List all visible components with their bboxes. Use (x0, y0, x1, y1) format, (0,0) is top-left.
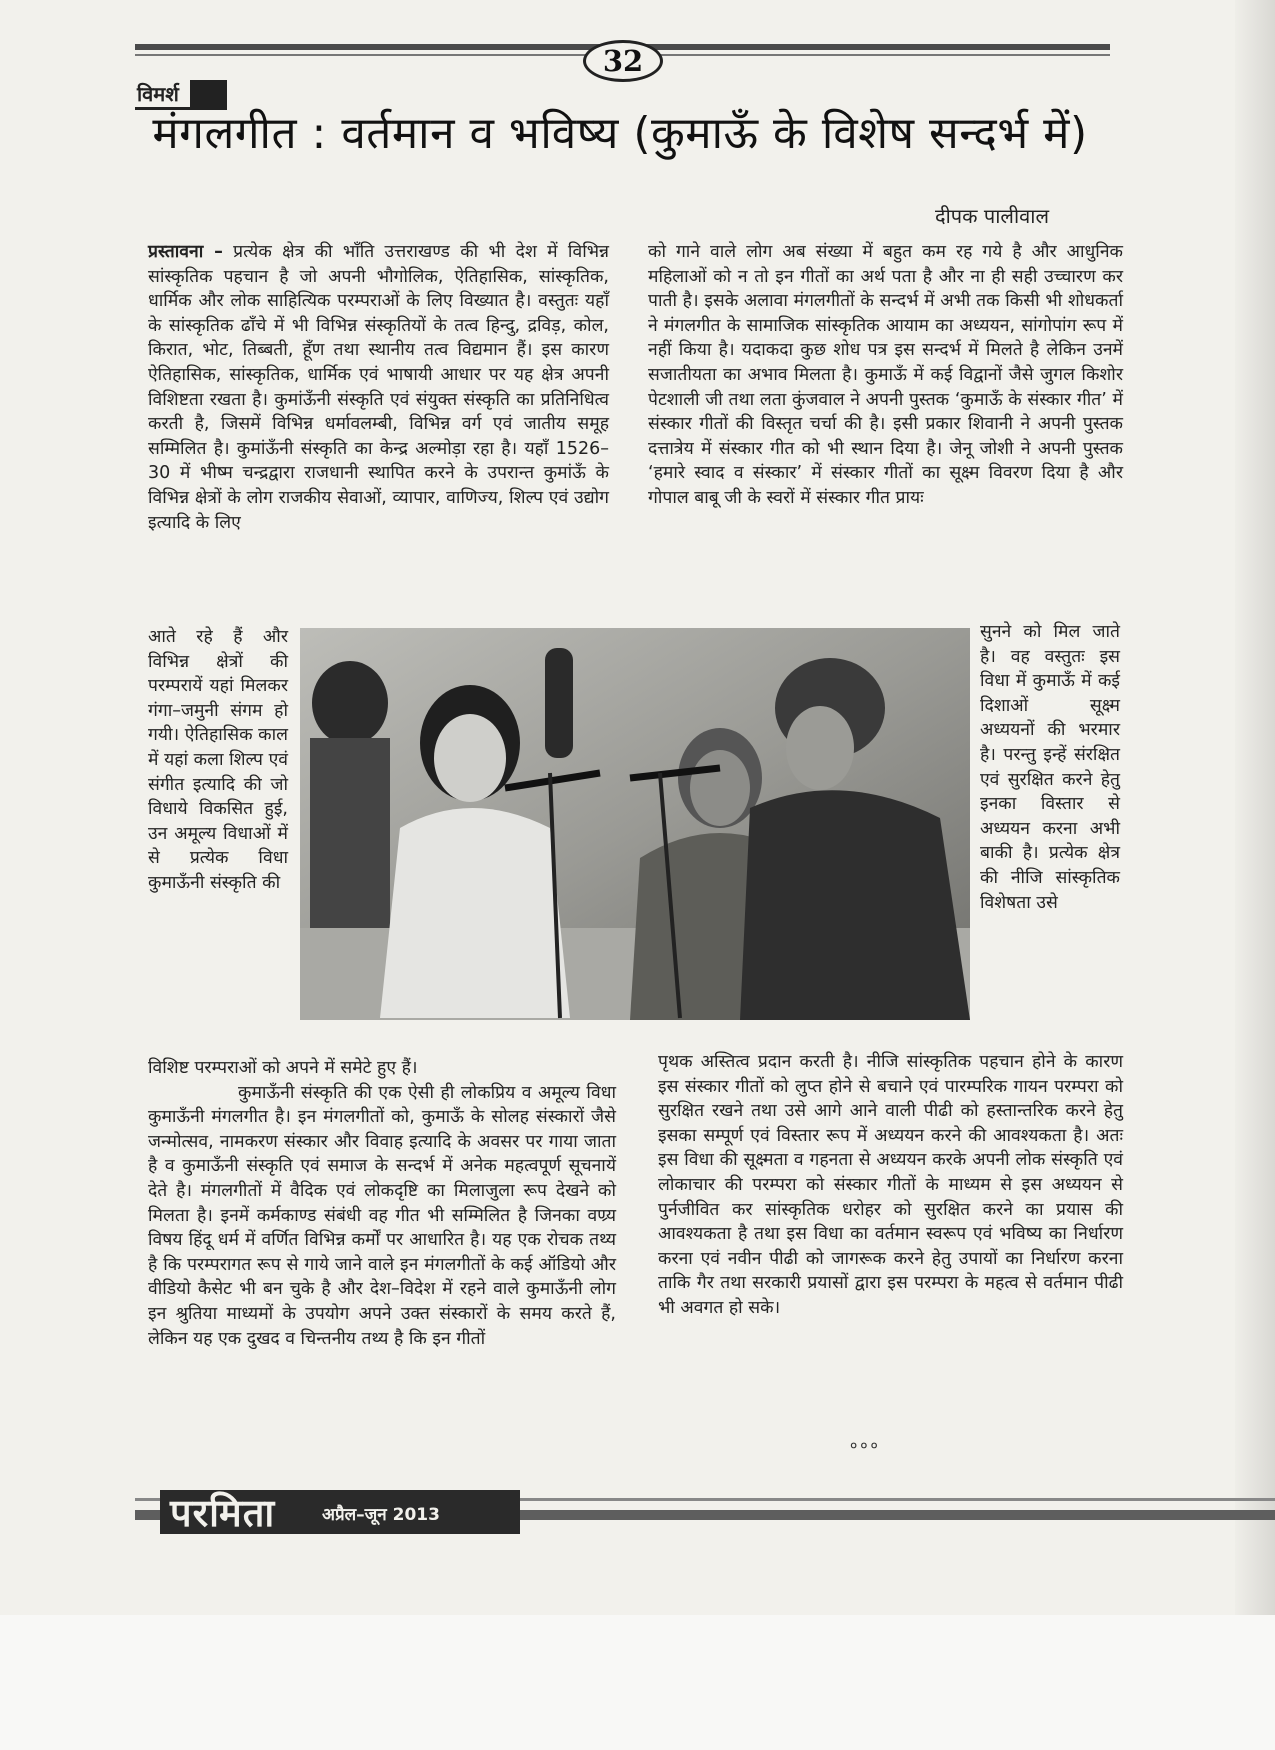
photo-women-singing (300, 628, 970, 1020)
article-end-mark: ००० (850, 1438, 881, 1454)
left-wrap-paragraph: आते रहे हैं और विभिन्न क्षेत्रों की परम्परायें यहां मिलकर गंगा–जमुनी संगम हो गयी। ऐतिहासिक काल में यहां कला शिल्प एवं संगीत इत्यादि की जो विधाये विकसित हुई, उन अमूल्य विधाओं में से प्रत्येक विधा कुमाऊँनी संस्कृति की (148, 627, 288, 893)
article-author: दीपक पालीवाल (935, 204, 1050, 228)
right-wrap-paragraph: सुनने को मिल जाते है। वह वस्तुतः इस विधा में कुमाऊँ में कई दिशाओं सूक्ष्म अध्ययनों की भरमार है। परन्तु इन्हें संरक्षित एवं सुरक्षित करने हेतु इनका विस्तार से अध्ययन करना अभी बाकी है। प्रत्येक क्षेत्र की नीजि सांस्कृतिक विशेषता उसे (980, 622, 1120, 913)
photo-image (300, 628, 970, 1020)
section-label: विमर्श (137, 82, 179, 106)
intro-label: प्रस्तावना – (148, 242, 223, 262)
right-column-bottom (658, 1050, 1123, 1321)
page-margin (0, 1615, 1275, 1750)
issue-date: अप्रैल–जून 2013 (322, 1505, 440, 1525)
binding-shadow (1235, 0, 1275, 1615)
left-column-wrap-text (148, 625, 288, 896)
magazine-name: परमिता (170, 1491, 276, 1535)
right-column-wrap-text (980, 620, 1120, 915)
right-bottom-paragraph: पृथक अस्तित्व प्रदान करती है। नीजि सांस्कृतिक पहचान होने के कारण इस संस्कार गीतों को लुप्त होने से बचाने एवं पारम्परिक गायन परम्परा को सुरक्षित रखने तथा उसे आगे आने वाली पीढी को हस्तान्तरिक करने हेतु इसका सम्पूर्ण एवं विस्तार रूप में अध्ययन करने की आवश्यकता है। अतः इस विधा की सूक्ष्मता व गहनता से अध्ययन करके अपनी लोक संस्कृति एवं लोकाचार की परम्परा को संस्कार गीतों के माध्यम से इस अध्ययन से पुर्नजीवित कर सांस्कृतिक धरोहर को सुरक्षित करने का प्रयास की आवश्यकता है तथा इस विधा का वर्तमान स्वरूप एवं भविष्य का निर्धारण करना एवं नवीन पीढी को जागरूक करने हेतु उपायों का निर्धारण करना ताकि गैर तथा सरकारी प्रयासों द्वारा इस परम्परा के महत्व से वर्तमान पीढी भी अवगत हो सके। (658, 1052, 1123, 1318)
right-column-top (648, 240, 1123, 511)
left-column-continued (148, 1056, 616, 1351)
continuation-line: विशिष्ट परम्पराओं को अपने में समेटे हुए हैं। (148, 1058, 418, 1078)
article-title: मंगलगीत : वर्तमान व भविष्य (कुमाऊँ के विशेष सन्दर्भ में) (152, 108, 1088, 159)
second-paragraph: कुमाऊँनी संस्कृति की एक ऐसी ही लोकप्रिय व अमूल्य विधा कुमाऊँनी मंगलगीत है। इन मंगलगीतों को, कुमाऊँ के सोलह संस्कारों जैसे जन्मोत्सव, नामकरण संस्कार और विवाह इत्यादि के अवसर पर गाया जाता है व कुमाऊँनी संस्कृति एवं समाज के सन्दर्भ में अनेक महत्वपूर्ण सूचनायें देते है। मंगलगीतों में वैदिक एवं लोकदृष्टि का मिलाजुला रूप देखने को मिलता है। इनमें कर्मकाण्ड संबंधी वह गीत भी सम्मिलित है जिनका वण्र्य विषय हिंदू धर्म में वर्णित विभिन्न कर्मों पर आधारित है। यह एक रोचक तथ्य है कि परम्परागत रूप से गाये जाने वाले इन मंगलगीतों के कई ऑडियो और वीडियो कैसेट भी बन चुके है और देश–विदेश में रहने वाले कुमाऊँनी लोग इन श्रुतिया माध्यमों के उपयोग अपने उक्त संस्कारों के समय करते हैं, लेकिन यह एक दुखद व चिन्तनीय तथ्य है कि इन गीतों (148, 1082, 616, 1349)
page-number: 32 (583, 40, 663, 82)
right-top-paragraph: को गाने वाले लोग अब संख्या में बहुत कम रह गये है और आधुनिक महिलाओं को न तो इन गीतों का अर्थ पता है और ना ही सही उच्चारण कर पाती है। इसके अलावा मंगलगीतों के सन्दर्भ में अभी तक किसी भी शोधकर्ता ने मंगलगीत के सामाजिक सांस्कृतिक आयाम का अध्ययन, सांगोपांग रूप में नहीं किया है। यदाकदा कुछ शोध पत्र इस सन्दर्भ में मिलते है लेकिन उनमें सजातीयता का अभाव मिलता है। कुमाऊँ में कई विद्वानों जैसे जुगल किशोर पेटशाली जी तथा लता कुंजवाल ने अपनी पुस्तक ‘कुमाऊँ के संस्कार गीत’ में संस्कार गीतों की विस्तृत चर्चा की है। इसी प्रकार शिवानी ने अपनी पुस्तक दत्तात्रेय में संस्कार गीत को भी स्थान दिया है। जेनू जोशी ने अपनी पुस्तक ‘हमारे स्वाद व संस्कार’ में संस्कार गीतों का सूक्ष्म विवरण दिया है और गोपाल बाबू जी के स्वरों में संस्कार गीत प्रायः (648, 242, 1123, 508)
intro-text: प्रत्येक क्षेत्र की भाँति उत्तराखण्ड की भी देश में विभिन्न सांस्कृतिक पहचान है जो अपनी भौगोलिक, ऐतिहासिक, सांस्कृतिक, धार्मिक और लोक साहित्यिक परम्पराओं के लिए विख्यात है। वस्तुतः यहाँ के सांस्कृतिक ढाँचे में भी विभिन्न संस्कृतियों के तत्व हिन्दु, द्रविड़, कोल, किरात, भोट, तिब्बती, हूँण तथा स्थानीय तत्व विद्यमान हैं। इस कारण ऐतिहासिक, सांस्कृतिक, धार्मिक एवं भाषायी आधार पर यह क्षेत्र अपनी विशिष्टता रखता है। कुमांऊँनी संस्कृति एवं संयुक्त संस्कृति का प्रतिनिधित्व करती है, जिसमें विभिन्न धर्मावलम्बी, विभिन्न वर्ग एवं जातीय समूह सम्मिलित है। कुमांऊँनी संस्कृति का केन्द्र अल्मोड़ा रहा है। यहाँ 1526–30 में भीष्म चन्द्रद्वारा राजधानी स्थापित करने के उपरान्त कुमांऊँ के विभिन्न क्षेत्रों के लोग राजकीय सेवाओं, व्यापार, वाणिज्य, शिल्प एवं उद्योग इत्यादि के लिए (148, 242, 610, 533)
intro-paragraph (148, 240, 609, 535)
left-column-intro (148, 240, 609, 535)
